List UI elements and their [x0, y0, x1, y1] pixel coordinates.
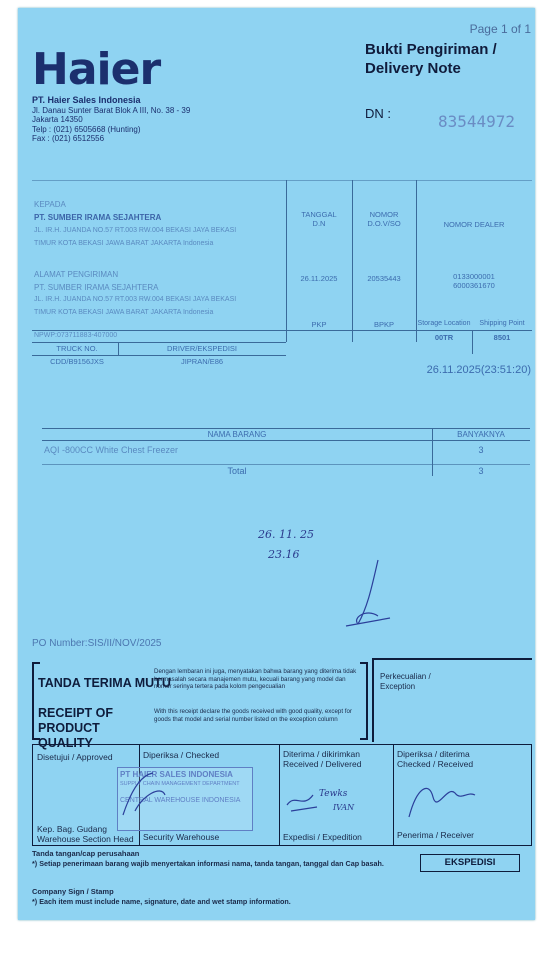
- title-line-1: Bukti Pengiriman /: [365, 41, 497, 58]
- total-qty: 3: [478, 466, 484, 476]
- company-phone: Telp : (021) 6505668 (Hunting): [32, 124, 141, 134]
- do-number: 20535443: [367, 274, 401, 283]
- receiver-signature: [403, 773, 493, 829]
- handwritten-time: 23.16: [268, 548, 300, 561]
- item-name-header: NAMA BARANG: [207, 430, 267, 439]
- truck-label: TRUCK NO.: [56, 344, 98, 353]
- consignee-address-1: JL. IR.H. JUANDA NO.57 RT.003 RW.004 BEKASI JAYA BEKASI: [34, 227, 237, 234]
- bpkp-label: BPKP: [373, 320, 394, 329]
- warehouse-head-label: Kep. Bag. Gudang Warehouse Section Head: [37, 824, 134, 844]
- alamat-label: ALAMAT PENGIRIMAN: [34, 270, 119, 279]
- shipping-point-label: Shipping Point: [479, 320, 525, 327]
- storage-location-label: Storage Location: [417, 320, 471, 327]
- exception-box: [372, 658, 532, 742]
- ship-address-1: JL. IR.H. JUANDA NO.57 RT.003 RW.004 BEKASI JAYA BEKASI: [34, 296, 237, 303]
- dealer-numbers: 0133000001 6000361670: [453, 272, 495, 290]
- tanggal-header: TANGGAL D.N: [301, 210, 337, 228]
- storage-location-value: 00TR: [434, 333, 454, 342]
- po-number: PO Number:SIS/II/NOV/2025: [32, 638, 162, 649]
- consignee-address-2: TIMUR KOTA BEKASI JAWA BARAT JAKARTA Indonesia: [34, 240, 214, 247]
- driver-name: JIPRAN/E86: [180, 357, 224, 366]
- tanda-terima-text: Dengan lembaran ini juga, menyatakan bahwa barang yang diterima tidak bermasalah secara manajemen mutu, kecuali barang yang model dan nomor serinya tertera pada kolom pengecualian: [154, 668, 357, 691]
- document-title: [365, 40, 497, 78]
- company-address-1: Jl. Danau Sunter Barat Blok A III, No. 38 - 39: [32, 105, 191, 115]
- handwritten-name-1: Tewks: [319, 789, 348, 799]
- footer-rule-en: *) Each item must include name, signature, date and wet stamp information.: [32, 897, 291, 906]
- pkp-label: PKP: [311, 320, 327, 329]
- item-row-name: AQI -800CC White Chest Freezer: [44, 445, 179, 455]
- item-row-qty: 3: [478, 445, 484, 455]
- item-qty-header: BANYAKNYA: [457, 430, 505, 439]
- footer-tanda-tangan: Tanda tangan/cap perusahaan: [32, 849, 140, 858]
- company-name: PT. Haier Sales Indonesia: [32, 95, 141, 105]
- consignee-name: PT. SUMBER IRAMA SEJAHTERA: [34, 213, 162, 222]
- driver-label: DRIVER/EKSPEDISI: [166, 344, 238, 353]
- expedition-signature: [283, 785, 323, 815]
- dealer-header: NOMOR DEALER: [443, 220, 505, 229]
- print-timestamp: 26.11.2025(23:51:20): [426, 364, 531, 376]
- handwritten-date: 26. 11. 25: [258, 528, 314, 541]
- checked-received-label: Diperiksa / diterima Checked / Received: [397, 749, 474, 769]
- receipt-title: RECEIPT OF PRODUCT QUALITY: [38, 706, 114, 750]
- stamp-line-3: CENTRAL WAREHOUSE INDONESIA: [120, 797, 241, 804]
- receiver-label: Penerima / Receiver: [397, 830, 475, 840]
- info-block: [32, 180, 532, 366]
- received-delivered-label: Diterima / dikirimkan Received / Delivered: [283, 749, 362, 769]
- expedition-label: Expedisi / Expedition: [283, 832, 362, 842]
- tanda-terima-title: TANDA TERIMA MUTU: [38, 676, 171, 690]
- footer-sign-label: Company Sign / Stamp: [32, 887, 114, 896]
- items-table: [42, 428, 530, 478]
- ekspedisi-label: EKSPEDISI: [420, 854, 520, 872]
- security-label: Security Warehouse: [143, 832, 220, 842]
- total-label: Total: [227, 466, 247, 476]
- haier-logo: Haier: [32, 44, 161, 95]
- dn-date: 26.11.2025: [300, 274, 338, 283]
- dn-label: DN :: [365, 106, 391, 121]
- checked-label: Diperiksa / Checked: [143, 750, 220, 760]
- page-number: Page 1 of 1: [469, 22, 531, 36]
- signature-mark: [338, 556, 398, 632]
- kepada-label: KEPADA: [34, 200, 66, 209]
- dn-number: 83544972: [438, 112, 516, 131]
- footer-rule-id: *) Setiap penerimaan barang wajib menyertakan informasi nama, tanda tangan, tanggal dan Cap basah.: [32, 859, 384, 868]
- approved-label: Disetujui / Approved: [37, 752, 113, 762]
- approver-signature: [113, 765, 173, 821]
- shipping-point-value: 8501: [493, 333, 511, 342]
- stamp-line-1: PT HAIER SALES INDONESIA: [120, 770, 233, 779]
- company-info: [32, 96, 190, 144]
- truck-number: CDD/B9156JXS: [50, 357, 104, 366]
- signature-grid: [32, 744, 532, 846]
- ship-address-2: TIMUR KOTA BEKASI JAWA BARAT JAKARTA Indonesia: [34, 309, 214, 316]
- npwp: NPWP:073711883-407000: [34, 332, 118, 339]
- exception-label: Perkecualian / Exception: [380, 672, 431, 691]
- receipt-text: With this receipt declare the goods received with good quality, except for goods that model and serial number listed on the exception column: [154, 708, 352, 723]
- ship-name: PT. SUMBER IRAMA SEJAHTERA: [34, 283, 159, 292]
- stamp-line-2: SUPPLY CHAIN MANAGEMENT DEPARTMENT: [120, 781, 240, 787]
- company-fax: Fax : (021) 6512556: [32, 134, 105, 143]
- receipt-quality-box: [32, 662, 368, 750]
- company-address-2: Jakarta 14350: [32, 115, 83, 124]
- handwritten-name-2: IVAN: [333, 803, 355, 812]
- nomor-header: NOMOR D.O.V/SO: [367, 210, 401, 228]
- title-line-2: Delivery Note: [365, 60, 461, 77]
- delivery-note-paper: [18, 8, 535, 920]
